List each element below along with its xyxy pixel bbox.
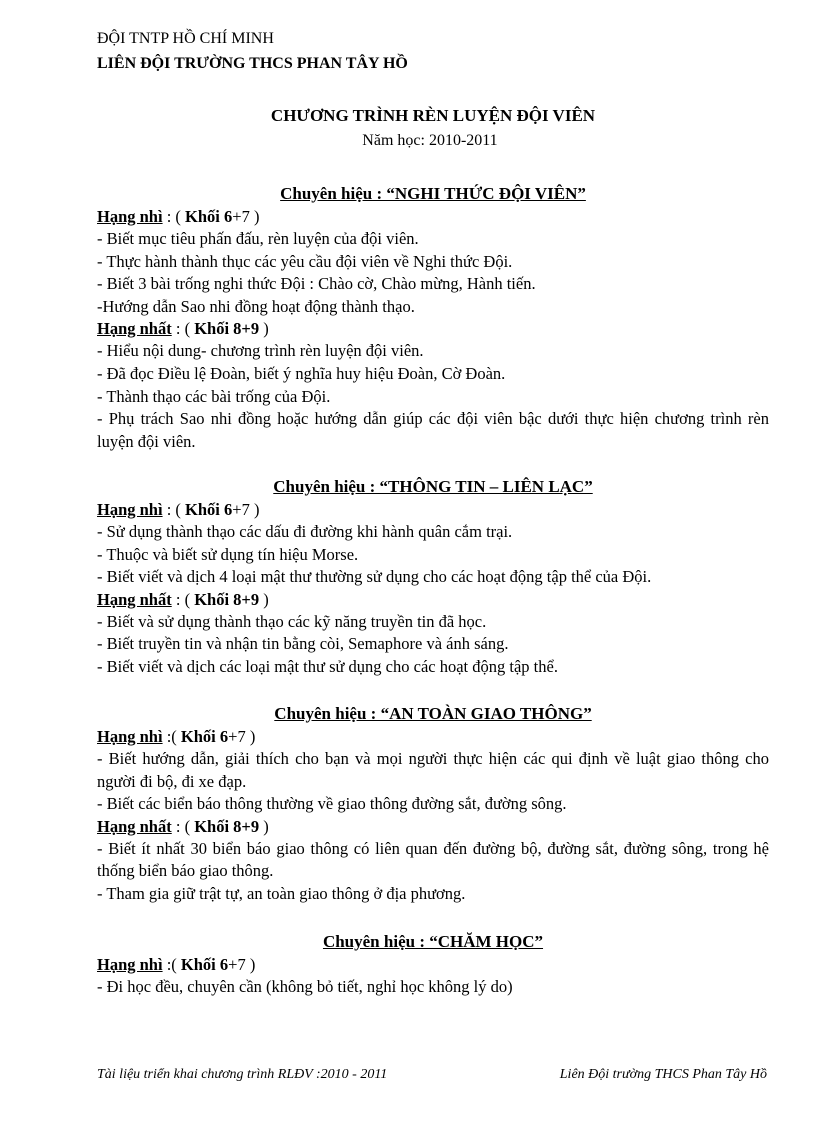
rank-separator: : ( <box>171 589 195 609</box>
rank-separator: :( <box>162 727 181 746</box>
section-an-toan-giao-thong <box>97 702 769 906</box>
rank-separator: : ( <box>162 500 186 519</box>
footer-right-text: Liên Đội trường THCS Phan Tây Hồ <box>559 1067 767 1082</box>
footer-left-text: Tài liệu triển khai chương trình RLĐV :2010 - 2011 <box>97 1067 388 1082</box>
list-item: - Đã đọc Điều lệ Đoàn, biết ý nghĩa huy hiệu Đoàn, Cờ Đoàn. <box>97 363 506 383</box>
rank-separator: :( <box>162 955 181 974</box>
list-item: - Phụ trách Sao nhi đồng hoặc hướng dẫn giúp các đội viên bậc dưới thực hiện chương trình rèn luyện đội viên. <box>97 409 769 451</box>
rank-grade: Khối 6 <box>185 207 233 226</box>
list-item: - Thuộc và biết sử dụng tín hiệu Morse. <box>97 544 359 564</box>
rank-heading <box>97 318 769 340</box>
list-item: - Tham gia giữ trật tự, an toàn giao thông ở địa phương. <box>97 883 466 903</box>
rank-separator: : ( <box>162 207 186 226</box>
list-item: - Biết ít nhất 30 biển báo giao thông có liên quan đến đường bộ, đường sắt, đường sông, trong hệ thống biển báo giao thông. <box>97 838 769 881</box>
section-title: Chuyên hiệu : “THÔNG TIN – LIÊN LẠC” <box>273 477 593 496</box>
rank-separator: : ( <box>171 816 195 836</box>
rank-grade-tail: ) <box>259 319 269 339</box>
list-item: - Đi học đều, chuyên cần (không bỏ tiết, nghỉ học không lý do) <box>97 977 513 996</box>
section-nghi-thuc <box>97 182 769 453</box>
rank-separator: : ( <box>171 319 195 339</box>
rank-label: Hạng nhì <box>97 955 163 974</box>
list-item: - Biết 3 bài trống nghi thức Đội : Chào cờ, Chào mừng, Hành tiến. <box>97 274 536 294</box>
rank-grade: Khối 8+9 <box>194 319 260 339</box>
rank-heading <box>97 499 769 521</box>
rank-heading <box>97 726 769 748</box>
rank-grade: Khối 6 <box>180 727 229 746</box>
rank-heading <box>97 206 769 228</box>
school-year: Năm học: 2010-2011 <box>362 132 498 149</box>
rank-label: Hạng nhì <box>97 500 163 519</box>
rank-grade-tail: +7 ) <box>228 727 256 746</box>
rank-heading <box>97 589 769 611</box>
rank-label: Hạng nhì <box>97 727 163 746</box>
list-item: - Hiểu nội dung- chương trình rèn luyện đội viên. <box>97 341 424 361</box>
list-item: - Biết viết và dịch 4 loại mật thư thường sử dụng cho các hoạt động tập thể của Đội. <box>97 567 652 587</box>
org-line-1: ĐỘI TNTP HỒ CHÍ MINH <box>97 30 274 47</box>
section-title: Chuyên hiệu : “CHĂM HỌC” <box>322 932 544 951</box>
rank-grade-tail: +7 ) <box>228 955 256 974</box>
rank-grade: Khối 6 <box>180 955 229 974</box>
rank-label: Hạng nhì <box>97 207 163 226</box>
rank-label: Hạng nhất <box>97 816 172 836</box>
list-item: - Biết truyền tin và nhận tin bằng còi, Semaphore và ánh sáng. <box>97 634 509 654</box>
rank-label: Hạng nhất <box>97 589 172 609</box>
list-item: - Biết và sử dụng thành thạo các kỹ năng truyền tin đã học. <box>97 611 487 631</box>
section-thong-tin-lien-lac <box>97 475 769 679</box>
list-item: - Biết viết và dịch các loại mật thư sử dụng cho các hoạt động tập thể. <box>97 656 558 676</box>
list-item: - Biết mục tiêu phấn đấu, rèn luyện của đội viên. <box>97 229 419 248</box>
list-item: - Biết các biển báo thông thường về giao thông đường sắt, đường sông. <box>97 794 567 814</box>
rank-grade-tail: +7 ) <box>232 207 260 226</box>
rank-label: Hạng nhất <box>97 319 172 339</box>
rank-heading <box>97 816 769 838</box>
rank-heading <box>97 954 769 976</box>
rank-grade: Khối 8+9 <box>194 816 260 836</box>
rank-grade-tail: ) <box>259 589 269 609</box>
document-title: CHƯƠNG TRÌNH RÈN LUYỆN ĐỘI VIÊN <box>270 106 596 125</box>
rank-grade-tail: +7 ) <box>232 500 260 519</box>
list-item: - Sử dụng thành thạo các dấu đi đường khi hành quân cắm trại. <box>97 522 513 541</box>
org-line-2: LIÊN ĐỘI TRƯỜNG THCS PHAN TÂY HỒ <box>97 55 408 72</box>
list-item: - Thành thạo các bài trống của Đội. <box>97 386 331 406</box>
rank-grade: Khối 8+9 <box>194 589 260 609</box>
rank-grade: Khối 6 <box>185 500 233 519</box>
section-title: Chuyên hiệu : “AN TOÀN GIAO THÔNG” <box>274 704 592 723</box>
list-item: - Thực hành thành thục các yêu cầu đội viên về Nghi thức Đội. <box>97 251 513 271</box>
rank-grade-tail: ) <box>259 816 269 836</box>
section-cham-hoc <box>97 930 769 999</box>
list-item: - Biết hướng dẫn, giải thích cho bạn và mọi người thực hiện các qui định về luật giao thông cho người đi bộ, đi xe đạp. <box>97 749 769 791</box>
list-item: -Hướng dẫn Sao nhi đồng hoạt động thành thạo. <box>97 296 415 316</box>
section-title: Chuyên hiệu : “NGHI THỨC ĐỘI VIÊN” <box>280 184 586 203</box>
